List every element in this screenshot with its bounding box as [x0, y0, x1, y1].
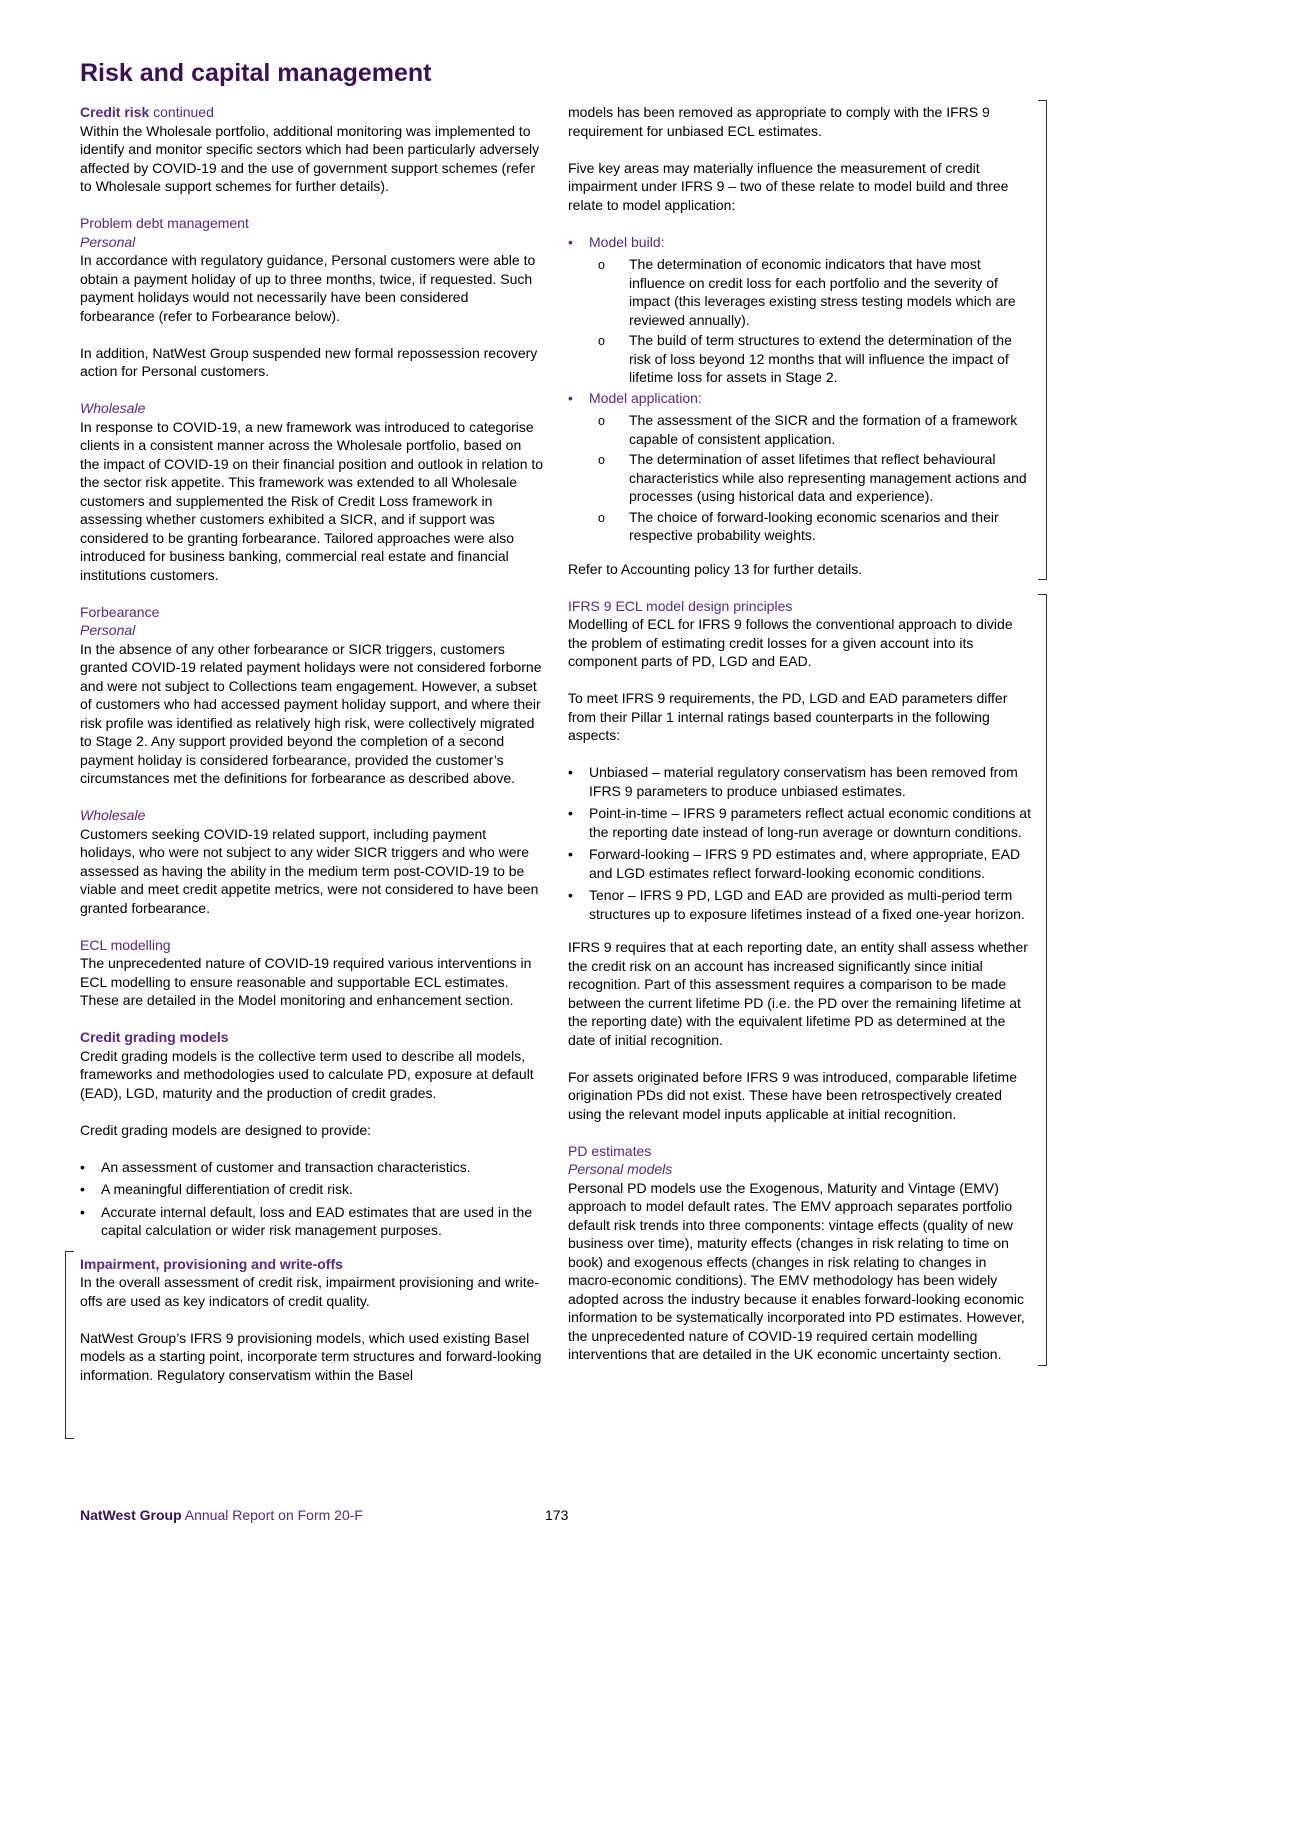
bullet-text: Accurate internal default, loss and EAD estimates that are used in the capital calculation or wider risk management purposes.: [101, 1203, 533, 1238]
footer-brand: NatWest Group: [80, 1507, 182, 1523]
page-title: Risk and capital management: [80, 59, 432, 87]
section-heading-design-principles: IFRS 9 ECL model design principles: [568, 597, 793, 614]
change-bracket-icon: [1038, 594, 1047, 1366]
bullet-text: The determination of economic indicators that have most influence on credit loss for each portfolio and the severity of impact (this leverages existing stress testing models which are reviewed annually).: [629, 256, 1016, 328]
paragraph: Refer to Accounting policy 13 for further details.: [568, 560, 863, 577]
paragraph: To meet IFRS 9 requirements, the PD, LGD and EAD parameters differ from their Pillar 1 internal ratings based counterparts in the following aspects:: [568, 690, 1008, 743]
section-heading-problem-debt: Problem debt management: [80, 215, 249, 231]
subheading-wholesale: Wholesale: [80, 400, 146, 416]
grading-bullet-list: [80, 1158, 544, 1240]
section-heading-forbearance: Forbearance: [80, 603, 160, 620]
list-item: [80, 1180, 544, 1199]
bullet-icon: [568, 845, 589, 882]
bullet-icon: [568, 804, 589, 841]
list-subitem: [568, 255, 1032, 329]
paragraph: Within the Wholesale portfolio, additional monitoring was implemented to identify and monitor specific sectors which had been particularly adversely affected by COVID-19 and the use of government support schemes (refer to Wholesale support schemes for further details).: [80, 122, 540, 194]
bullet-text: An assessment of customer and transaction characteristics.: [101, 1158, 471, 1175]
heading-credit-risk-bold: Credit risk: [80, 104, 150, 120]
bullet-text: The build of term structures to extend the determination of the risk of loss beyond 12 months that will influence the impact of lifetime loss for assets in Stage 2.: [629, 332, 1012, 385]
bullet-icon: [568, 763, 589, 800]
heading-credit-risk-continued: continued: [153, 104, 214, 120]
bullet-text: Unbiased – material regulatory conservatism has been removed from IFRS 9 parameters to produce unbiased estimates.: [589, 764, 1018, 799]
circle-bullet-icon: [598, 508, 629, 545]
paragraph: Customers seeking COVID-19 related support, including payment holidays, who were not subject to any wider SICR triggers and who were assessed as having the ability in the medium term post-COVID-19 to be viable and meet credit appetite metrics, were not considered to have been granted forbearance.: [80, 825, 539, 916]
list-item: [568, 845, 1032, 882]
section-heading-pd-estimates: PD estimates: [568, 1142, 652, 1159]
paragraph: IFRS 9 requires that at each reporting date, an entity shall assess whether the credit risk on an account has increased significantly since initial recognition. Part of this assessment requires a comparison to be made between the current lifetime PD (i.e. the PD over the remaining lifetime at the reporting date) with the equivalent lifetime PD as determined at the date of initial recognition.: [568, 939, 1028, 1048]
bullet-icon: [568, 233, 589, 252]
two-column-layout: [80, 103, 1032, 1403]
subheading-personal-models: Personal models: [568, 1161, 673, 1177]
paragraph: Personal PD models use the Exogenous, Maturity and Vintage (EMV) approach to model default rates. The EMV approach separates portfolio default risk trends into three components: vintage effects (quality of new business over time), maturity effects (changes in risk relating to time on book) and exogenous effects (changes in risk relating to changes in macro-economic conditions). The EMV methodology has been widely adopted across the industry because it enables forward-looking economic information to be systematically incorporated into PD estimates. However, the unprecedented nature of COVID-19 required certain modelling interventions that are detailed in the UK economic uncertainty section.: [568, 1179, 1025, 1362]
paragraph: In addition, NatWest Group suspended new formal repossession recovery action for Personal customers.: [80, 344, 538, 379]
list-subitem: [568, 331, 1032, 387]
section-heading-credit-risk: [80, 103, 544, 122]
bullet-text: A meaningful differentiation of credit risk.: [101, 1181, 353, 1197]
list-item: [80, 1203, 544, 1240]
paragraph: Credit grading models are designed to provide:: [80, 1121, 372, 1138]
list-subitem: [568, 411, 1032, 448]
circle-bullet-icon: [598, 411, 629, 448]
model-design-section: [568, 597, 1032, 1364]
section-heading-ecl-modelling: ECL modelling: [80, 936, 171, 953]
paragraph: models has been removed as appropriate to comply with the IFRS 9 requirement for unbiased ECL estimates.: [568, 104, 990, 139]
bullet-text: Point-in-time – IFRS 9 parameters reflect actual economic conditions at the reporting date instead of long-run average or downturn conditions.: [589, 805, 1031, 840]
subheading-personal: Personal: [80, 233, 136, 250]
list-item-model-application: [568, 389, 1032, 408]
circle-bullet-icon: [598, 450, 629, 506]
subheading-personal: Personal: [80, 622, 136, 638]
list-item: [80, 1158, 544, 1177]
bullet-text: Forward-looking – IFRS 9 PD estimates and, where appropriate, EAD and LGD estimates reflect forward-looking economic conditions.: [589, 846, 1021, 881]
paragraph: In accordance with regulatory guidance, Personal customers were able to obtain a payment holiday of up to three months, twice, if requested. Such payment holidays would not necessarily have been considered forbearance (refer to Forbearance below).: [80, 252, 536, 324]
document-page: [80, 58, 1032, 1403]
bullet-icon: [80, 1158, 101, 1177]
page-footer: [80, 1506, 1032, 1525]
section-heading-credit-grading: Credit grading models: [80, 1029, 229, 1045]
circle-bullet-icon: [598, 331, 629, 387]
paragraph: In the absence of any other forbearance or SICR triggers, customers granted COVID-19 related payment holidays were not considered forborne and were not subject to Collections team engagement. However, a subset of customers who had accessed payment holiday support, and where their risk profile was identified as relatively high risk, were collectively migrated to Stage 2. Any support provided beyond the completion of a second payment holiday is considered forbearance, provided the customer’s circumstances met the definitions for forbearance as described above.: [80, 640, 542, 786]
bullet-icon: [568, 389, 589, 408]
paragraph: In response to COVID-19, a new framework was introduced to categorise clients in a consistent manner across the Wholesale portfolio, based on the impact of COVID-19 on their financial position and outlook in relation to the sector risk appetite. This framework was extended to all Wholesale customers and supplemented the Risk of Credit Loss framework in assessing whether customers exhibited a SICR, and if support was considered to be granting forbearance. Tailored approaches were also introduced for business banking, commercial real estate and financial institutions customers.: [80, 418, 544, 583]
paragraph: Credit grading models is the collective term used to describe all models, frameworks and methodologies used to calculate PD, exposure at default (EAD), LGD, maturity and the production of credit grades.: [80, 1047, 534, 1101]
change-bracket-icon: [65, 1251, 74, 1440]
paragraph: NatWest Group’s IFRS 9 provisioning models, which used existing Basel models as a starting point, incorporate term structures and forward-looking information. Regulatory conservatism within the Basel: [80, 1329, 542, 1383]
bullet-icon: [80, 1180, 101, 1199]
bullet-label: Model build:: [589, 233, 665, 250]
list-item-model-build: [568, 233, 1032, 252]
bullet-text: The assessment of the SICR and the formation of a framework capable of consistent application.: [629, 412, 1018, 447]
design-bullet-list: [568, 763, 1032, 923]
paragraph: The unprecedented nature of COVID-19 required various interventions in ECL modelling to ensure reasonable and supportable ECL estimates. These are detailed in the Model monitoring and enhancement section.: [80, 955, 532, 1008]
bullet-text: The choice of forward-looking economic scenarios and their respective probability weights.: [629, 508, 999, 543]
bullet-text: The determination of asset lifetimes that reflect behavioural characteristics while also representing management actions and processes (using historical data and experience).: [629, 451, 1027, 504]
list-item: [568, 804, 1032, 841]
footer-report-title: Annual Report on Form 20-F: [184, 1507, 363, 1523]
list-item: [568, 886, 1032, 923]
change-bracket-icon: [1038, 100, 1047, 580]
circle-bullet-icon: [598, 255, 629, 329]
impairment-section: [80, 1255, 544, 1385]
bullet-text: Tenor – IFRS 9 PD, LGD and EAD are provided as multi-period term structures up to exposure lifetimes instead of a fixed one-year horizon.: [589, 887, 1025, 922]
subheading-wholesale: Wholesale: [80, 807, 146, 823]
bullet-label: Model application:: [589, 389, 702, 406]
list-subitem: [568, 508, 1032, 545]
paragraph: Five key areas may materially influence the measurement of credit impairment under IFRS 9 – two of these relate to model build and three relate to model application:: [568, 159, 1009, 213]
bullet-icon: [80, 1203, 101, 1240]
paragraph: Modelling of ECL for IFRS 9 follows the conventional approach to divide the problem of estimating credit losses for a given account into its component parts of PD, LGD and EAD.: [568, 616, 1013, 669]
model-areas-list: [568, 233, 1032, 545]
list-item: [568, 763, 1032, 800]
paragraph: In the overall assessment of credit risk, impairment provisioning and write-offs are used as key indicators of credit quality.: [80, 1274, 540, 1309]
bullet-icon: [568, 886, 589, 923]
section-heading-impairment: Impairment, provisioning and write-offs: [80, 1255, 343, 1272]
paragraph: For assets originated before IFRS 9 was introduced, comparable lifetime origination PDs did not exist. These have been retrospectively created using the relevant model inputs applicable at initial recognition.: [568, 1068, 1017, 1122]
list-subitem: [568, 450, 1032, 506]
page-number: 173: [545, 1507, 569, 1523]
right-column: [568, 103, 1032, 1382]
left-column: [80, 103, 544, 1403]
model-influence-section: [568, 103, 1032, 578]
